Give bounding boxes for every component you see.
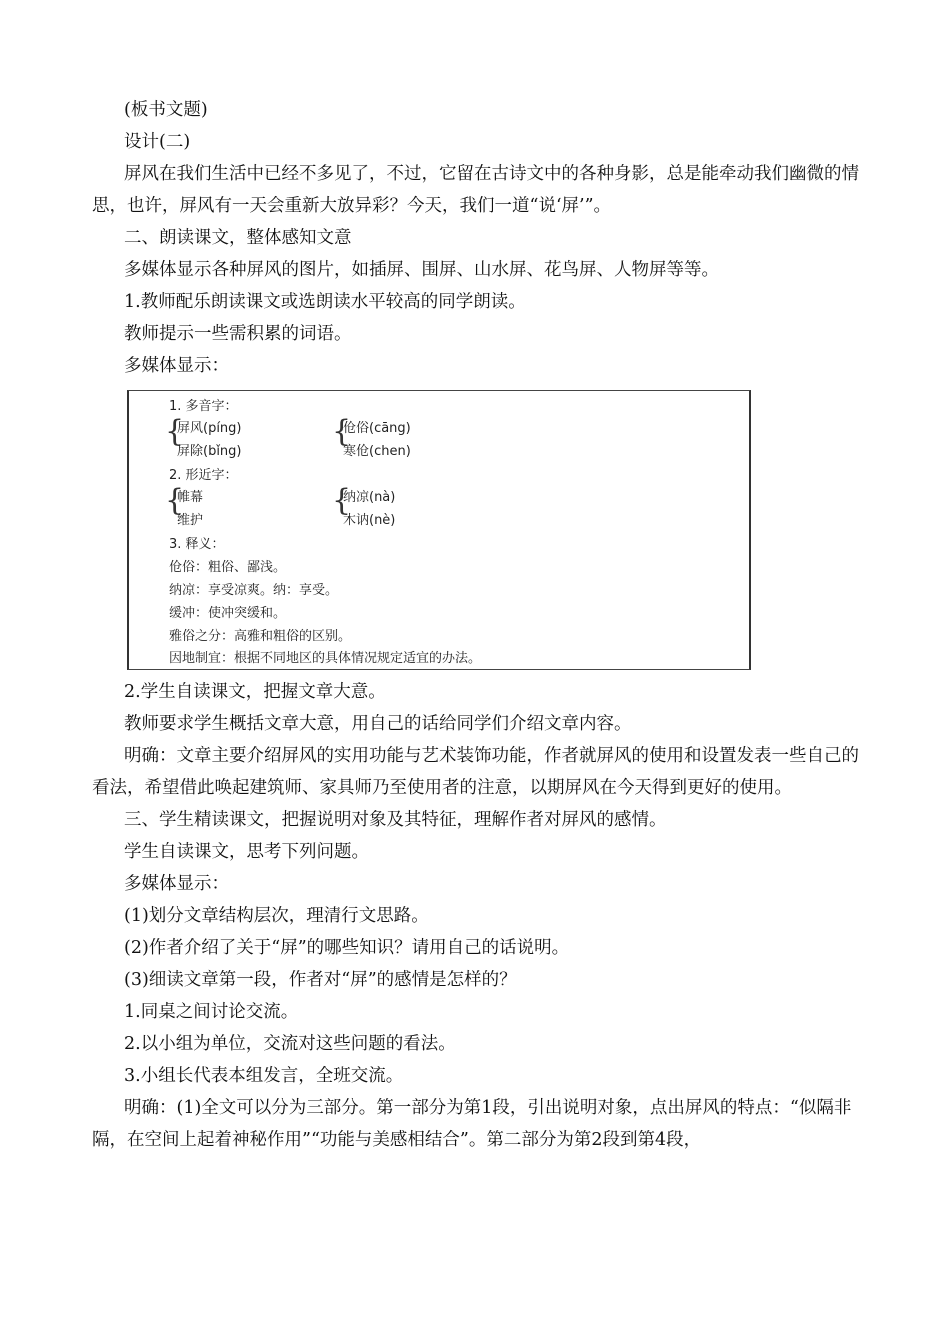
paragraph: 教师提示一些需积累的词语。	[124, 324, 352, 344]
box-definition: 因地制宜：根据不同地区的具体情况规定适宜的办法。	[169, 651, 482, 666]
box-heading-definitions: 3. 释义：	[169, 537, 225, 552]
box-word: 木讷(nè)	[343, 513, 396, 528]
question: (1)划分文章结构层次，理清行文思路。	[124, 906, 429, 926]
paragraph: 屏风在我们生活中已经不多见了，不过，它留在古诗文中的各种身影，总是能牵动我们幽微的情思，也许，屏风有一天会重新大放异彩？今天，我们一道“说‘屏’”。	[92, 164, 859, 216]
box-word: 屏风(píng)	[177, 421, 242, 436]
paragraph: 明确：文章主要介绍屏风的实用功能与艺术装饰功能，作者就屏风的使用和设置发表一些自己的看法，希望借此唤起建筑师、家具师乃至使用者的注意，以期屏风在今天得到更好的使用。	[92, 746, 859, 798]
box-definition: 伧俗：粗俗、鄙浅。	[169, 560, 287, 575]
box-heading-similar: 2. 形近字：	[169, 468, 238, 483]
paragraph: 明确：(1)全文可以分为三部分。第一部分为第1段，引出说明对象，点出屏风的特点：“似隔非隔，在空间上起着神秘作用”“功能与美感相结合”。第二部分为第2段到第4段，	[92, 1098, 852, 1150]
paragraph: 1.同桌之间讨论交流。	[124, 1002, 299, 1022]
box-word: 纳凉(nà)	[343, 490, 396, 505]
section-heading: 三、学生精读课文，把握说明对象及其特征，理解作者对屏风的感情。	[124, 810, 667, 830]
paragraph: 1.教师配乐朗读课文或选朗读水平较高的同学朗读。	[124, 292, 526, 312]
paragraph: 设计(二)	[124, 132, 191, 152]
brace: {	[332, 483, 352, 518]
box-word: 维护	[177, 513, 204, 528]
document-page	[92, 94, 862, 1156]
question: (3)细读文章第一段，作者对“屏”的感情是怎样的？	[124, 970, 517, 990]
box-definition: 缓冲：使冲突缓和。	[169, 606, 287, 621]
multimedia-vocab-box	[127, 390, 751, 670]
question: (2)作者介绍了关于“屏”的哪些知识？请用自己的话说明。	[124, 938, 570, 958]
brace: {	[332, 414, 352, 449]
box-word: 寒伧(chen)	[343, 444, 411, 459]
paragraph: 多媒体显示：	[124, 356, 229, 376]
paragraph: (板书文题)	[124, 100, 208, 120]
paragraph: 多媒体显示各种屏风的图片，如插屏、围屏、山水屏、花鸟屏、人物屏等等。	[124, 260, 719, 280]
paragraph: 教师要求学生概括文章大意，用自己的话给同学们介绍文章内容。	[124, 714, 632, 734]
box-heading-polyphonic: 1. 多音字：	[169, 399, 238, 414]
paragraph: 2.以小组为单位，交流对这些问题的看法。	[124, 1034, 456, 1054]
brace: {	[165, 483, 185, 518]
paragraph: 3.小组长代表本组发言，全班交流。	[124, 1066, 404, 1086]
paragraph: 多媒体显示：	[124, 874, 229, 894]
box-definition: 纳凉：享受凉爽。纳：享受。	[169, 583, 339, 598]
box-word: 帷幕	[177, 490, 204, 505]
box-word: 伧俗(cāng)	[343, 421, 411, 436]
section-heading: 二、朗读课文，整体感知文意	[124, 228, 352, 248]
box-definition: 雅俗之分：高雅和粗俗的区别。	[169, 629, 352, 644]
paragraph: 2.学生自读课文，把握文章大意。	[124, 682, 386, 702]
box-word: 屏除(bǐng)	[177, 444, 242, 459]
paragraph: 学生自读课文，思考下列问题。	[124, 842, 369, 862]
brace: {	[165, 414, 185, 449]
